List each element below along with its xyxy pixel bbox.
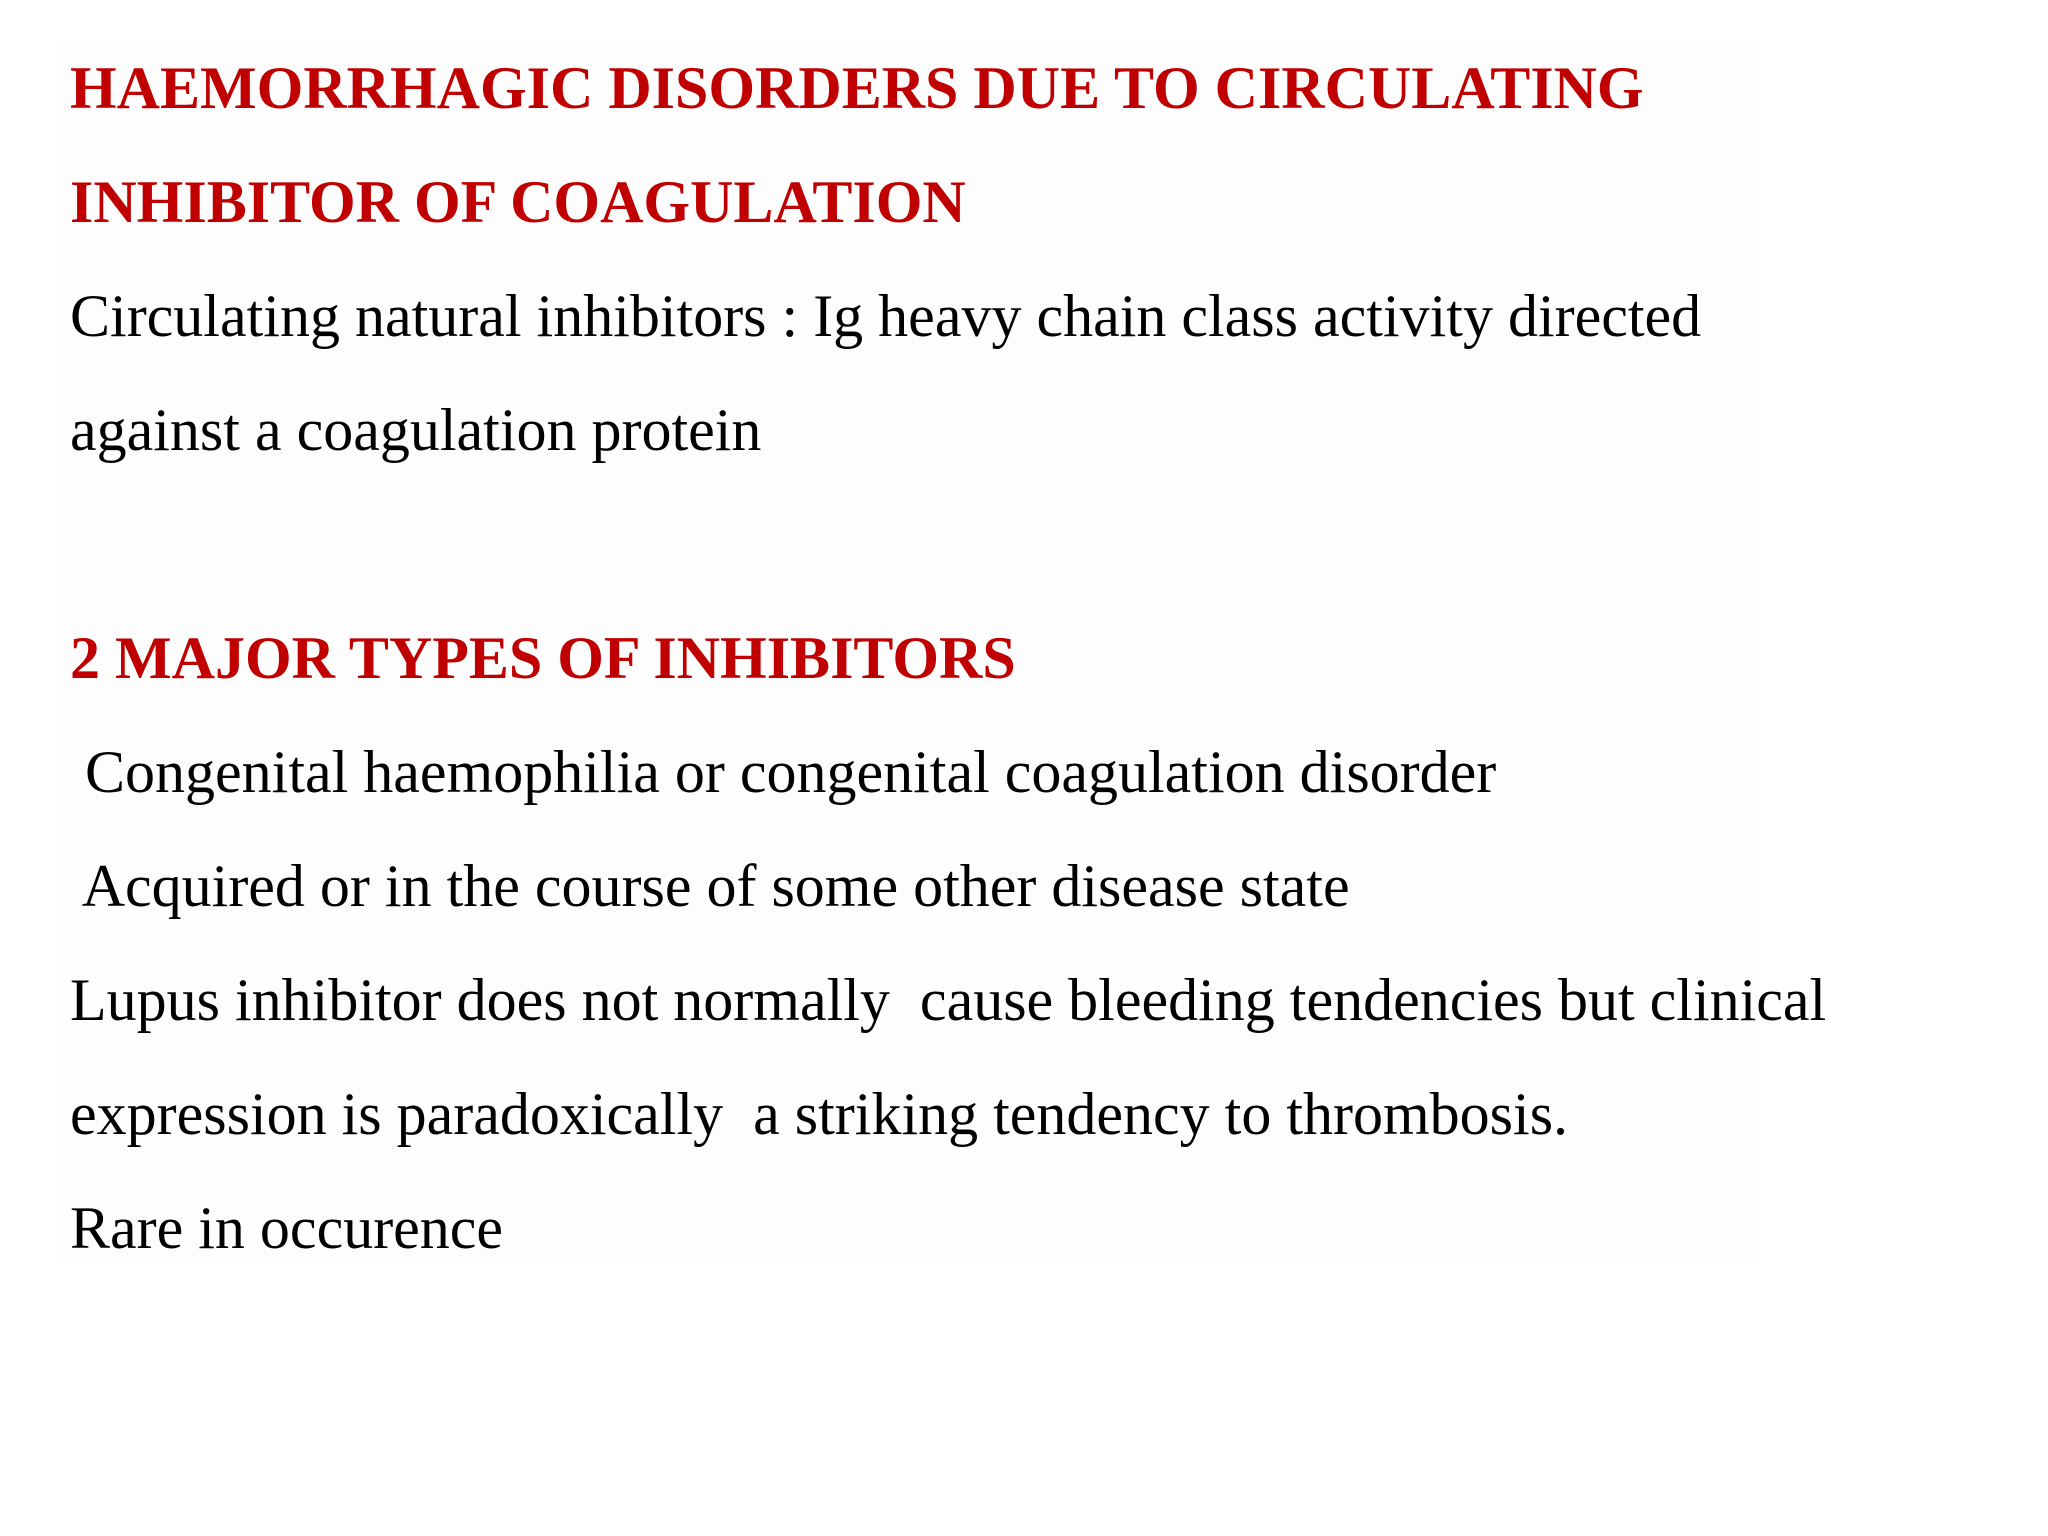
rarity-line: Rare in occurence bbox=[70, 1195, 504, 1261]
title-line-2: INHIBITOR OF COAGULATION bbox=[70, 169, 966, 235]
title-line-1: HAEMORRHAGIC DISORDERS DUE TO CIRCULATING bbox=[70, 55, 1644, 121]
lupus-line-2: expression is paradoxically a striking tendency to thrombosis. bbox=[70, 1081, 1569, 1147]
definition-line-1: Circulating natural inhibitors : Ig heavy chain class activity directed bbox=[70, 283, 1702, 349]
type-acquired: Acquired or in the course of some other disease state bbox=[70, 853, 1350, 919]
definition-line-2: against a coagulation protein bbox=[70, 397, 762, 463]
lupus-line-1: Lupus inhibitor does not normally cause bleeding tendencies but clinical bbox=[70, 967, 1827, 1033]
type-congenital: Congenital haemophilia or congenital coagulation disorder bbox=[70, 739, 1497, 805]
types-heading: 2 MAJOR TYPES OF INHIBITORS bbox=[70, 625, 1016, 691]
